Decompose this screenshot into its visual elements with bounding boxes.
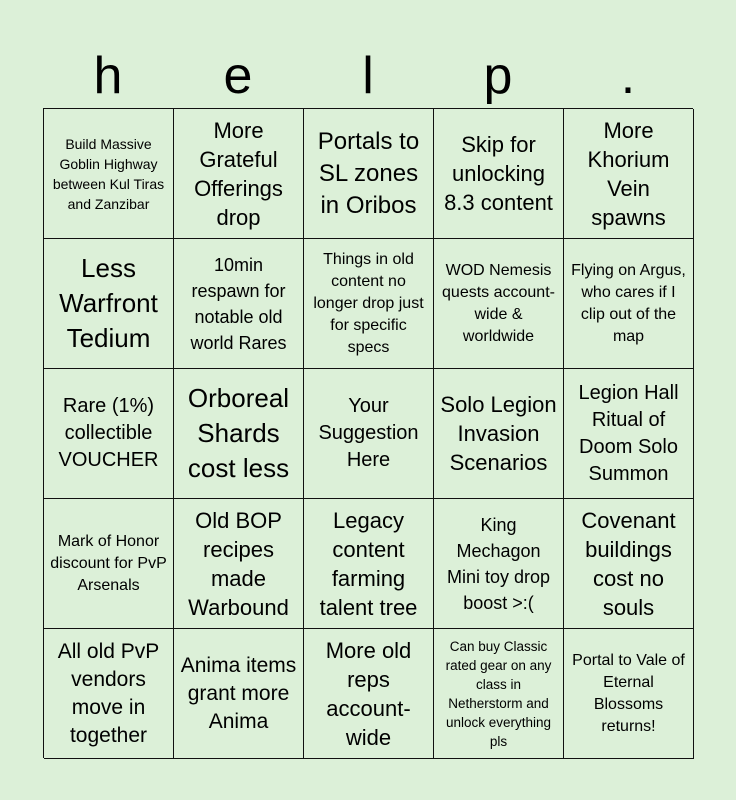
bingo-cell[interactable]: Skip for unlocking 8.3 content <box>434 109 564 239</box>
bingo-cell[interactable]: Your Suggestion Here <box>304 369 434 499</box>
bingo-cell[interactable]: Solo Legion Invasion Scenarios <box>434 369 564 499</box>
bingo-cell[interactable]: Flying on Argus, who cares if I clip out of the map <box>564 239 694 369</box>
bingo-cell[interactable]: Build Massive Goblin Highway between Kul Tiras and Zanzibar <box>44 109 174 239</box>
bingo-cell[interactable]: Orboreal Shards cost less <box>174 369 304 499</box>
bingo-cell[interactable]: All old PvP vendors move in together <box>44 629 174 759</box>
bingo-cell[interactable]: 10min respawn for notable old world Rares <box>174 239 304 369</box>
bingo-cell[interactable]: King Mechagon Mini toy drop boost >:( <box>434 499 564 629</box>
bingo-cell[interactable]: WOD Nemesis quests account-wide & worldwide <box>434 239 564 369</box>
bingo-cell[interactable]: Rare (1%) collectible VOUCHER <box>44 369 174 499</box>
bingo-title <box>43 44 693 108</box>
title-letter-h: h <box>93 47 123 105</box>
bingo-cell[interactable]: Mark of Honor discount for PvP Arsenals <box>44 499 174 629</box>
bingo-cell[interactable]: Portal to Vale of Eternal Blossoms returns! <box>564 629 694 759</box>
bingo-cell[interactable]: More old reps account-wide <box>304 629 434 759</box>
title-letter-e: e <box>223 47 253 105</box>
bingo-cell[interactable]: Old BOP recipes made Warbound <box>174 499 304 629</box>
bingo-cell[interactable]: Can buy Classic rated gear on any class in Netherstorm and unlock everything pls <box>434 629 564 759</box>
bingo-cell[interactable]: Things in old content no longer drop just for specific specs <box>304 239 434 369</box>
bingo-cell[interactable]: More Khorium Vein spawns <box>564 109 694 239</box>
bingo-cell[interactable]: Anima items grant more Anima <box>174 629 304 759</box>
bingo-cell[interactable]: Portals to SL zones in Oribos <box>304 109 434 239</box>
title-letter-l: l <box>362 47 374 105</box>
title-letter-p: p <box>483 47 513 105</box>
bingo-cell[interactable]: Legacy content farming talent tree <box>304 499 434 629</box>
bingo-grid <box>43 108 693 758</box>
title-letter-period: . <box>620 47 636 105</box>
bingo-cell[interactable]: More Grateful Offerings drop <box>174 109 304 239</box>
bingo-cell[interactable]: Legion Hall Ritual of Doom Solo Summon <box>564 369 694 499</box>
bingo-cell[interactable]: Covenant buildings cost no souls <box>564 499 694 629</box>
bingo-cell[interactable]: Less Warfront Tedium <box>44 239 174 369</box>
